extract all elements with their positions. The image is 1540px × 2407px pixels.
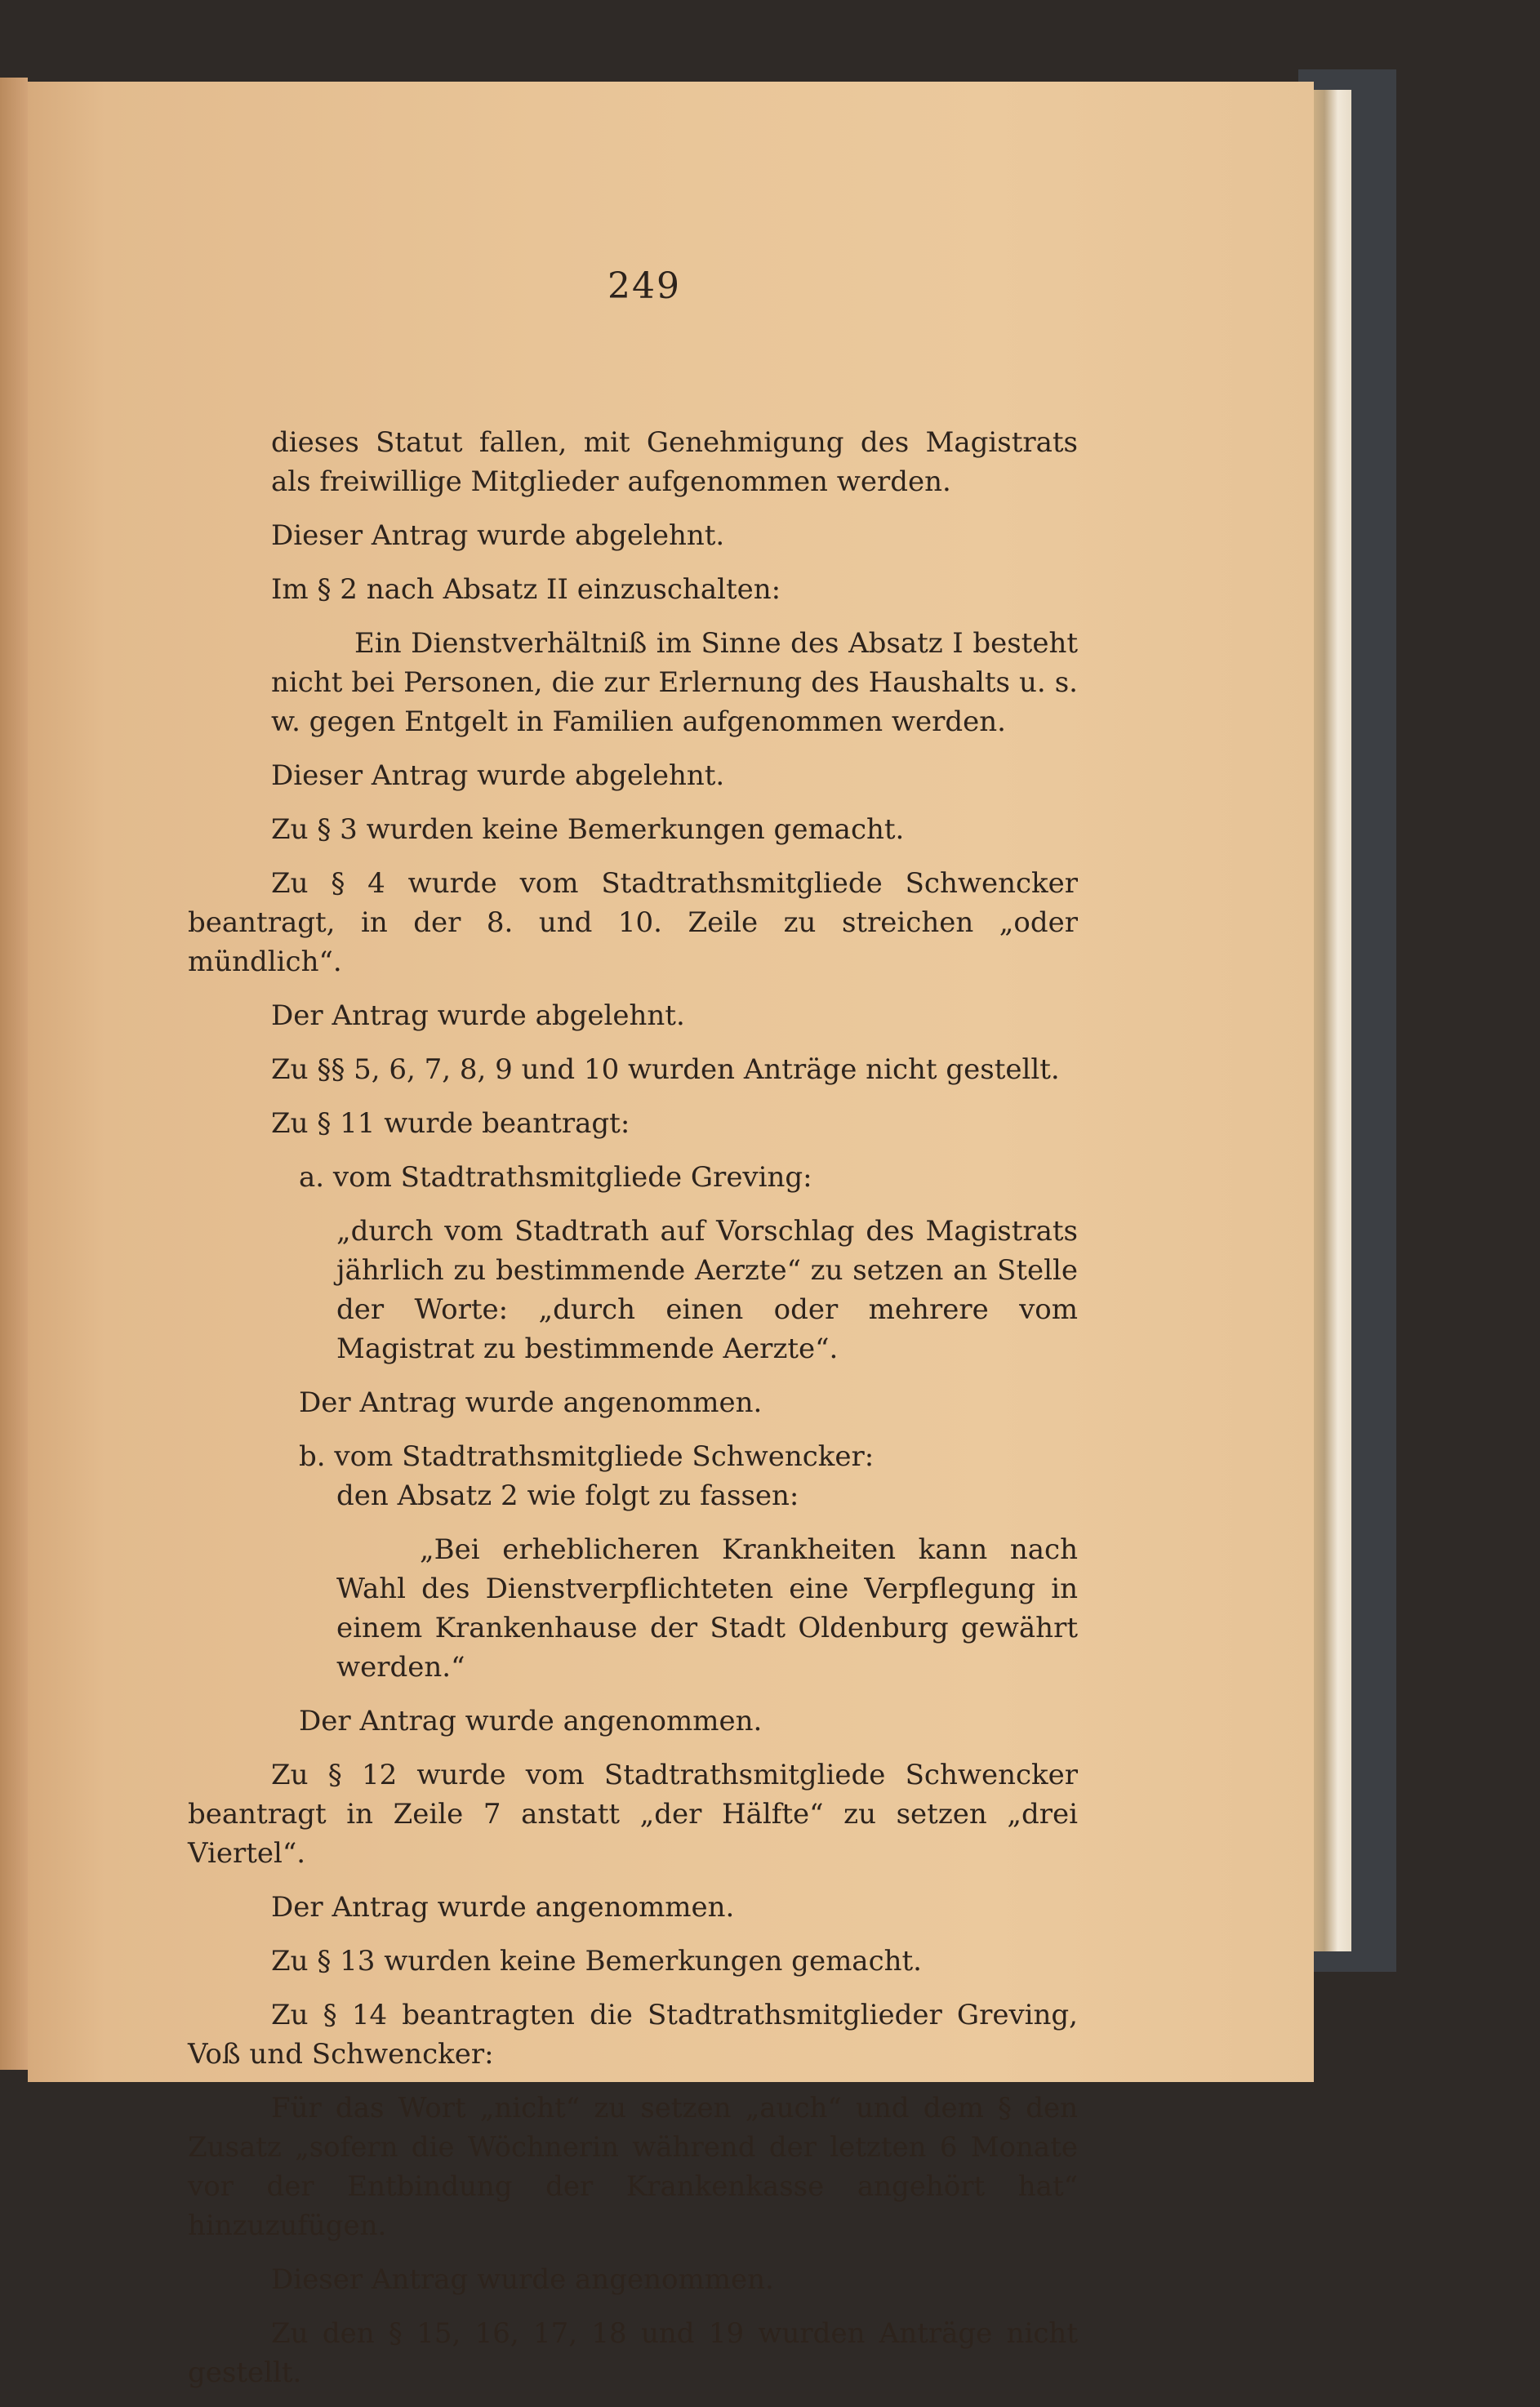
paragraph: Zu § 12 wurde vom Stadtrathsmitgliede Schwencker beantragt in Zeile 7 anstatt „der Hälfte“ zu setzen „drei Viertel“. xyxy=(188,1759,1078,1870)
paragraph: Zu § 14 beantragten die Stadtrathsmitglieder Greving, Voß und Schwencker: xyxy=(188,1999,1078,2071)
paragraph: Dieser Antrag wurde abgelehnt. xyxy=(271,759,725,792)
paragraph: Im § 2 nach Absatz II einzuschalten: xyxy=(271,573,781,606)
list-item: b. vom Stadtrathsmitgliede Schwencker: xyxy=(299,1440,875,1473)
book-page xyxy=(28,82,1314,2389)
paragraph: Der Antrag wurde abgelehnt. xyxy=(271,999,685,1032)
paragraph: Zu § 11 wurde beantragt: xyxy=(271,1107,630,1140)
paragraph: Dieser Antrag wurde abgelehnt. xyxy=(271,519,725,552)
page-text xyxy=(188,423,1078,2407)
paragraph: Dieser Antrag wurde angenommen. xyxy=(271,2263,774,2296)
paragraph: Zu §§ 5, 6, 7, 8, 9 und 10 wurden Anträge nicht gestellt. xyxy=(271,1053,1060,1086)
paragraph: dieses Statut fallen, mit Genehmigung des Magistrats als freiwillige Mitglieder aufgenommen werden. xyxy=(271,426,1078,498)
paragraph: Für das Wort „nicht“ zu setzen „auch“ und dem § den Zusatz „sofern die Wöchnerin während der letzten 6 Monate vor der Entbindung der Krankenkasse angehört hat“ hinzuzufügen. xyxy=(188,2092,1078,2242)
paragraph: Zu den § 15, 16, 17, 18 und 19 wurden Anträge nicht gestellt. xyxy=(188,2317,1078,2389)
paragraph: Zu § 3 wurden keine Bemerkungen gemacht. xyxy=(271,813,905,846)
paragraph: Der Antrag wurde angenommen. xyxy=(271,1891,735,1924)
list-item: a. vom Stadtrathsmitgliede Greving: xyxy=(299,1161,812,1194)
quoted-text: „Bei erheblicheren Krankheiten kann nach Wahl des Dienstverpflichteten eine Verpflegung in einem Krankenhause der Stadt Oldenburg gewährt werden.“ xyxy=(336,1533,1078,1684)
paragraph: den Absatz 2 wie folgt zu fassen: xyxy=(336,1479,799,1512)
page-number: 249 xyxy=(608,265,681,307)
paragraph: Der Antrag wurde angenommen. xyxy=(299,1705,763,1737)
paragraph: Zu § 4 wurde vom Stadtrathsmitgliede Schwencker beantragt, in der 8. und 10. Zeile zu streichen „oder mündlich“. xyxy=(188,867,1078,978)
quoted-text: „durch vom Stadtrath auf Vorschlag des Magistrats jährlich zu bestimmende Aerzte“ zu setzen an Stelle der Worte: „durch einen oder mehrere vom Magistrat zu bestimmende Aerzte“. xyxy=(336,1215,1078,1365)
left-page-edge xyxy=(0,78,28,2070)
paragraph: Der Antrag wurde angenommen. xyxy=(299,1386,763,1419)
paragraph: Zu § 13 wurden keine Bemerkungen gemacht. xyxy=(271,1945,922,1978)
paragraph: Ein Dienstverhältniß im Sinne des Absatz I besteht nicht bei Personen, die zur Erlernung des Haushalts u. s. w. gegen Entgelt in Familien aufgenommen werden. xyxy=(271,627,1078,738)
